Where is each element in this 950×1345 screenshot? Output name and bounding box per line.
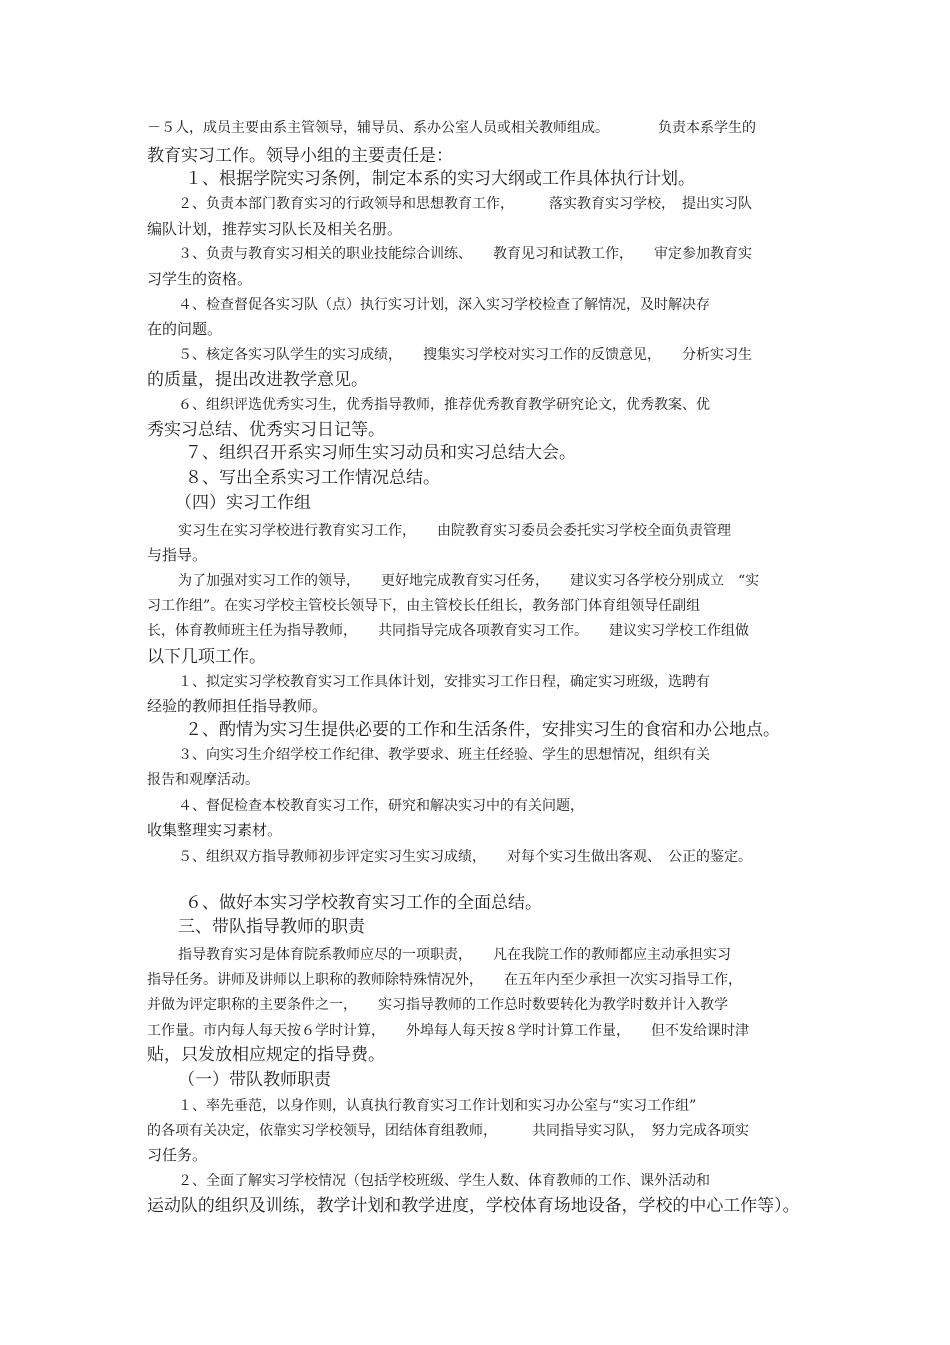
section-heading: 三、带队指导教师的职责 <box>178 917 365 937</box>
text-line: 运动队的组织及训练，教学计划和教学进度，学校体育场地设备，学校的中心工作等）。 <box>147 1196 800 1216</box>
text-line: ３、负责与教育实习相关的职业技能综合训练、 教育见习和试教工作， 审定参加教育实 <box>178 246 752 262</box>
text-line: 习学生的资格。 <box>147 270 253 288</box>
text-line: １、根据学院实习条例，制定本系的实习大纲或工作具体执行计划。 <box>185 169 695 189</box>
text-line: 习任务。 <box>147 1146 208 1164</box>
text-line: 在的问题。 <box>147 320 223 338</box>
text-line: ３、向实习生介绍学校工作纪律、教学要求、班主任经验、学生的思想情况，组织有关 <box>178 747 710 763</box>
text-line: 为了加强对实习工作的领导， 更好地完成教育实习任务， 建议实习各学校分别成立 “实 <box>178 573 760 589</box>
text-line: 以下几项工作。 <box>147 647 266 667</box>
text-line: ８、写出全系实习工作情况总结。 <box>185 468 440 488</box>
text-line: 收集整理实习素材。 <box>147 821 283 839</box>
text-line: ２、负责本部门教育实习的行政领导和思想教育工作， 落实教育实习学校， 提出实习队 <box>178 196 752 212</box>
text-line: 工作量。市内每人每天按６学时计算， 外埠每人每天按８学时计算工作量， 但不发给课时津 <box>147 1023 749 1039</box>
text-line: 与指导。 <box>147 546 208 564</box>
text-line: 贴，只发放相应规定的指导费。 <box>147 1045 385 1065</box>
text-line: －５人，成员主要由系主管领导，辅导员、系办公室人员或相关教师组成。 负责本系学生的 <box>147 120 756 136</box>
text-line: １、拟定实习学校教育实习工作具体计划，安排实习工作日程，确定实习班级，选聘有 <box>178 674 710 690</box>
text-line: 经验的教师担任指导教师。 <box>147 697 328 715</box>
text-line: ４、检查督促各实习队（点）执行实习计划，深入实习学校检查了解情况，及时解决存 <box>178 297 710 313</box>
text-line: 习工作组”。在实习学校主管校长领导下，由主管校长任组长，教务部门体育组领导任副组 <box>147 598 701 614</box>
text-line: 编队计划，推荐实习队长及相关名册。 <box>147 220 403 238</box>
text-line: ２、酌情为实习生提供必要的工作和生活条件，安排实习生的食宿和办公地点。 <box>185 720 780 740</box>
text-line: 秀实习总结、优秀实习日记等。 <box>147 420 385 440</box>
text-line: 教育实习工作。领导小组的主要责任是： <box>147 146 453 166</box>
text-line: ５、组织双方指导教师初步评定实习生实习成绩， 对每个实习生做出客观、 公正的鉴定。 <box>178 849 752 865</box>
text-line: 长，体育教师班主任为指导教师， 共同指导完成各项教育实习工作。 建议实习学校工作组做 <box>147 623 749 639</box>
text-line: 指导任务。讲师及讲师以上职称的教师除特殊情况外， 在五年内至少承担一次实习指导工作， <box>147 972 742 988</box>
text-line: ６、做好本实习学校教育实习工作的全面总结。 <box>185 893 542 913</box>
text-line: ５、核定各实习队学生的实习成绩， 搜集实习学校对实习工作的反馈意见， 分析实习生 <box>178 347 752 363</box>
text-line: 报告和观摩活动。 <box>147 772 259 788</box>
section-heading: （四）实习工作组 <box>175 493 311 513</box>
text-line: 的质量，提出改进教学意见。 <box>147 370 368 390</box>
text-line: 并做为评定职称的主要条件之一， 实习指导教师的工作总时数要转化为教学时数并计入教学 <box>147 997 728 1013</box>
text-line: 指导教育实习是体育院系教师应尽的一项职责， 凡在我院工作的教师都应主动承担实习 <box>178 947 731 963</box>
text-line: ４、督促检查本校教育实习工作，研究和解决实习中的有关问题， <box>178 798 584 814</box>
text-line: ７、组织召开系实习师生实习动员和实习总结大会。 <box>185 443 576 463</box>
text-line: １、率先垂范，以身作则，认真执行教育实习工作计划和实习办公室与“实习工作组” <box>178 1098 697 1114</box>
text-line: 的各项有关决定，依靠实习学校领导，团结体育组教师， 共同指导实习队， 努力完成各项实 <box>147 1123 749 1139</box>
text-line: 实习生在实习学校进行教育实习工作， 由院教育实习委员会委托实习学校全面负责管理 <box>178 523 731 539</box>
text-line: ６、组织评选优秀实习生，优秀指导教师，推荐优秀教育教学研究论文，优秀教案、优 <box>178 397 710 413</box>
text-line: ２、全面了解实习学校情况（包括学校班级、学生人数、体育教师的工作、课外活动和 <box>178 1173 710 1189</box>
section-heading: （一）带队教师职责 <box>178 1070 331 1090</box>
